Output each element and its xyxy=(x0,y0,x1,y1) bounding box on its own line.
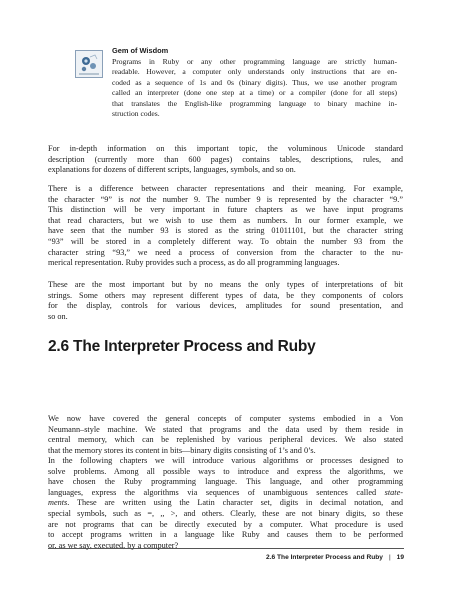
emphasis-text: state- xyxy=(384,487,403,497)
text-line: There is a difference between character representations and their meaning. For example, xyxy=(48,184,403,193)
text-line xyxy=(48,195,403,206)
paragraph-interpretations xyxy=(48,280,403,322)
section-heading: 2.6 The Interpreter Process and Ruby xyxy=(48,338,316,355)
text-line: have chosen the Ruby programming language. This language, and other programming xyxy=(48,477,403,487)
text-line: central memory, which can be replenished by various peripheral devices. We also stated xyxy=(48,435,403,445)
footer-rule xyxy=(48,548,404,549)
gem-line: that translates the English-like programming language to binary machine in- xyxy=(112,98,397,108)
text-line: description (currently more than 600 pages) contains tables, descriptions, rules, and xyxy=(48,154,403,164)
text-line: We now have covered the general concepts of computer systems embodied in a Von xyxy=(48,414,403,423)
text-line: to accept programs written in a language like Ruby and causes them to be performed xyxy=(48,530,403,540)
emphasis-text: not xyxy=(129,194,141,204)
footer-section-title: 2.6 The Interpreter Process and Ruby xyxy=(266,554,383,561)
footer-separator: | xyxy=(388,554,391,561)
text-line: explanations for dozens of different scripts, languages, symbols, and so on. xyxy=(48,165,296,175)
emphasis-text: ments xyxy=(48,498,68,508)
text-line: Neumann–style machine. We stated that programs and the data used by them reside in xyxy=(48,424,403,434)
text-line: that read characters, but we wish to use them as numbers. In our former example, we xyxy=(48,215,403,225)
page-number: 19 xyxy=(396,554,404,561)
text-line: are not programs that can be directly executed by a computer. What procedure is used xyxy=(48,519,403,529)
text-line: have seen that the number 93 is stored as the string 01011101, but the character string xyxy=(48,226,403,236)
text-line: “93” will be stored in a completely different way. To obtain the number 93 from the xyxy=(48,236,403,246)
page-footer xyxy=(266,553,404,562)
text-line: This distinction will be very important in future chapters as we have input programs xyxy=(48,205,403,215)
gem-line: struction codes. xyxy=(112,109,160,119)
text-fragment: the number 9. The number 9 is represented by the character “9.” xyxy=(140,194,403,204)
text-line: special symbols, such as =, ,, >, and others. Clearly, these are not binary digits, so these xyxy=(48,508,403,518)
paragraph-unicode xyxy=(48,144,403,176)
text-line: solve problems. Among all possible ways to introduce and express the algorithms, we xyxy=(48,466,403,476)
text-line: for the display, controls for various devices, amplitudes for sound presentation, and xyxy=(48,301,403,311)
gem-line: Programs in Ruby or any other programming language are strictly human- xyxy=(112,57,397,66)
text-line: that the memory stores its content in bits—binary digits consisting of 1’s and 0’s. xyxy=(48,445,316,455)
gem-line: coded as a sequence of 1s and 0s (binary digits). Thus, we use another program xyxy=(112,77,397,87)
gem-of-wisdom-callout xyxy=(75,38,405,134)
text-line: These are the most important but by no means the only types of interpretations of bit xyxy=(48,280,403,289)
text-line: or, as we say, executed, by a computer? xyxy=(48,540,179,550)
paragraph-ruby-language xyxy=(48,456,403,551)
text-line: For in-depth information on this important topic, the voluminous Unicode standard xyxy=(48,144,403,153)
text-fragment: . These are written using the Latin character set, digits in decimal notation, and xyxy=(67,498,403,508)
text-line xyxy=(48,488,403,499)
gem-icon xyxy=(75,50,103,78)
text-line: merical representation. Ruby provides such a process, as do all programming languages. xyxy=(48,258,340,268)
paragraph-representation xyxy=(48,184,403,269)
text-line: In the following chapters we will introduce various algorithms or processes designed to xyxy=(48,456,403,465)
gem-text xyxy=(112,57,397,119)
text-fragment: the character “9” is xyxy=(48,194,130,204)
gem-title: Gem of Wisdom xyxy=(112,46,169,55)
paragraph-von-neumann xyxy=(48,414,403,456)
gem-line: readable. However, a computer only understands only instructions that are en- xyxy=(112,67,397,77)
text-line xyxy=(48,498,403,509)
text-fragment: languages, express the algorithms via sequences of unambiguous sentences called xyxy=(48,487,385,497)
text-line: character string “93,” we need a process of conversion from the character to the nu- xyxy=(48,247,403,257)
text-line: so on. xyxy=(48,311,68,321)
text-line: strings. Some others may represent different types of data, be they components of colors xyxy=(48,290,403,300)
gem-line: called an interpreter (done one step at a time) or a compiler (done for all steps) xyxy=(112,88,397,98)
